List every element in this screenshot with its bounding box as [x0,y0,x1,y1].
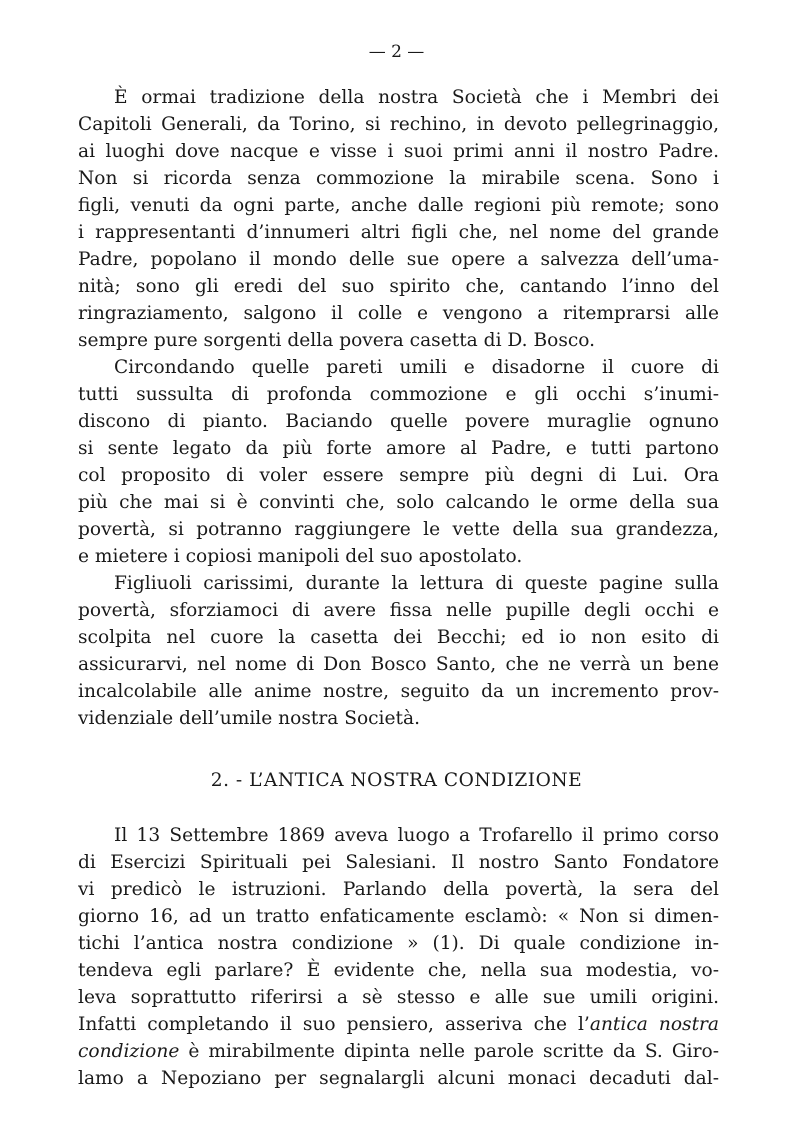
text-line [78,1011,719,1038]
text-line: povertà, si potranno raggiungere le vette della sua grandezza, [78,519,719,540]
text-line: È ormai tradizione della nostra Società che i Membri dei [114,87,719,108]
text-line: figli, venuti da ogni parte, anche dalle regioni più remote; sono [78,195,719,216]
text-line: ringraziamento, salgono il colle e vengono a ritemprarsi alle [78,303,719,324]
italic-phrase: antica nostra [589,1014,719,1035]
text-line [78,1038,719,1065]
text-line: tutti sussulta di profonda commozione e gli occhi s’inumi- [78,384,719,405]
text-line: videnziale dell’umile nostra Società. [78,708,420,729]
text-line: tichi l’antica nostra condizione » (1). Di quale condizione in- [78,933,719,954]
text-line: di Esercizi Spirituali pei Salesiani. Il nostro Santo Fondatore [78,852,719,873]
text-line: giorno 16, ad un tratto enfaticamente esclamò: « Non si dimen- [78,906,719,927]
section-1-text [78,84,719,732]
text-line: sempre pure sorgenti della povera casetta di D. Bosco. [78,330,596,351]
text-line: vi predicò le istruzioni. Parlando della povertà, la sera del [78,879,719,900]
text-line: tendeva egli parlare? È evidente che, nella sua modestia, vo- [78,960,719,981]
section-2-text [78,822,719,1092]
text-line: leva soprattutto riferirsi a sè stesso e alle sue umili origini. [78,987,719,1008]
text-line: assicurarvi, nel nome di Don Bosco Santo, che ne verrà un bene [78,654,719,675]
text-line: povertà, sforziamoci di avere fissa nelle pupille degli occhi e [78,600,719,621]
text-line: Padre, popolano il mondo delle sue opere a salvezza dell’uma- [78,249,719,270]
text-line: ai luoghi dove nacque e visse i suoi primi anni il nostro Padre. [78,141,719,162]
text-line: Capitoli Generali, da Torino, si rechino, in devoto pellegrinaggio, [78,114,719,135]
text-line: i rappresentanti d’innumeri altri figli che, nel nome del grande [78,222,719,243]
text-line: col proposito di voler essere sempre più degni di Lui. Ora [78,465,719,486]
page-number: — 2 — [368,42,425,62]
text-segment: è mirabilmente dipinta nelle parole scritte da S. Giro- [179,1041,719,1062]
text-line: nità; sono gli eredi del suo spirito che, cantando l’inno del [78,276,719,297]
text-line: discono di pianto. Baciando quelle povere muraglie ognuno [78,411,719,432]
text-line: scolpita nel cuore la casetta dei Becchi; ed io non esito di [78,627,719,648]
text-line: Circondando quelle pareti umili e disadorne il cuore di [114,357,719,378]
text-line: incalcolabile alle anime nostre, seguito da un incremento prov- [78,681,719,702]
text-line: Il 13 Settembre 1869 aveva luogo a Trofarello il primo corso [114,825,719,846]
italic-phrase: condizione [78,1041,180,1062]
text-line: e mietere i copiosi manipoli del suo apostolato. [78,546,523,567]
text-line: si sente legato da più forte amore al Padre, e tutti partono [78,438,719,459]
text-line: più che mai si è convinti che, solo calcando le orme della sua [78,492,719,513]
text-line: Non si ricorda senza commozione la mirabile scena. Sono i [78,168,719,189]
text-segment: Infatti completando il suo pensiero, asseriva che l’ [78,1014,590,1035]
text-line: lamo a Nepoziano per segnalargli alcuni monaci decaduti dal- [78,1068,719,1089]
text-line: Figliuoli carissimi, durante la lettura di queste pagine sulla [114,573,719,594]
section-heading: 2. - L’ANTICA NOSTRA CONDIZIONE [210,770,583,791]
